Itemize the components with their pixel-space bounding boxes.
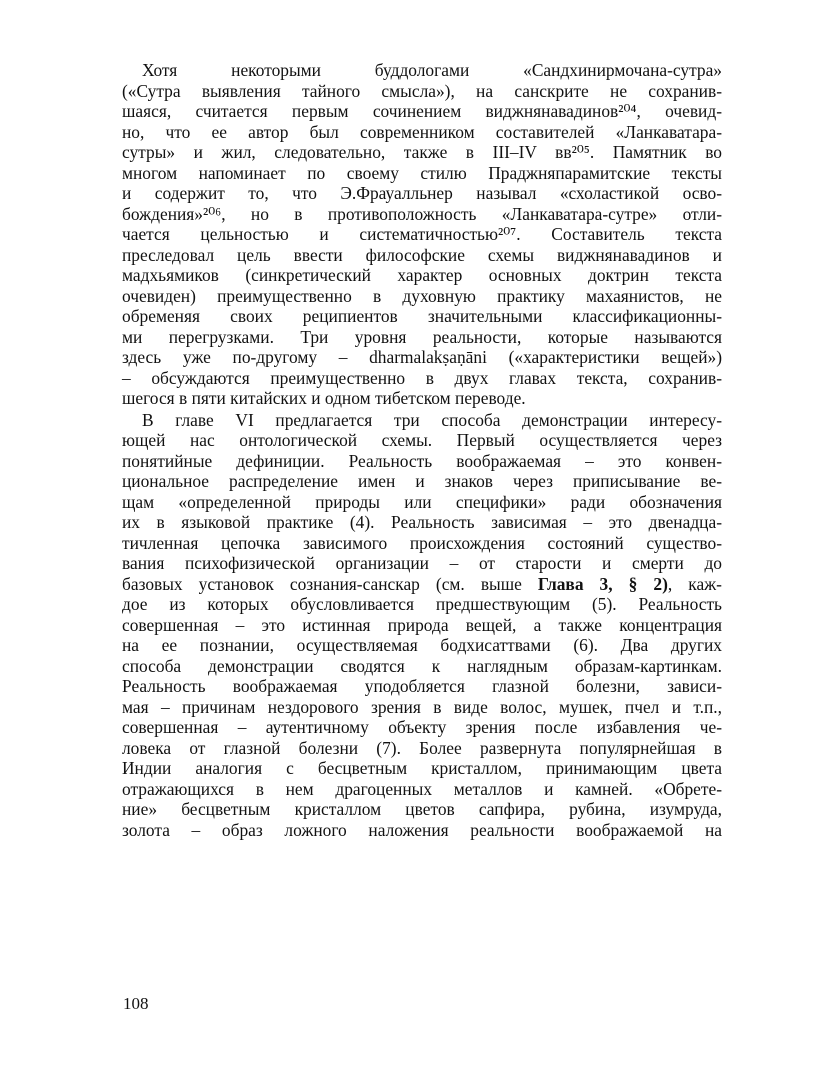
text-line: вания психофизической организации – от старости и смерти до <box>122 553 722 573</box>
text-line: чается цельностью и систематичностью²⁰⁷. Составитель текста <box>122 224 722 244</box>
text-line: на ее познании, осуществляемая бодхисаттвами (6). Два других <box>122 635 722 655</box>
text-line: их в языковой практике (4). Реальность зависимая – это двенадца- <box>122 512 722 532</box>
text-line: совершенная – аутентичному объекту зрения после избавления че- <box>122 717 722 737</box>
text-line: сутры» и жил, следовательно, также в III–IV вв²⁰⁵. Памятник во <box>122 142 722 162</box>
text-line: – обсуждаются преимущественно в двух главах текста, сохранив- <box>122 367 722 388</box>
page-number: 108 <box>123 994 149 1013</box>
text-line: мая – причинам нездорового зрения в виде волос, мушек, пчел и т.п., <box>122 696 722 717</box>
text-line: многом напоминает по своему стилю Праджняпарамитские тексты <box>122 162 722 183</box>
text-line: понятийные дефиниции. Реальность воображаемая – это конвен- <box>122 450 722 471</box>
text-line: обременяя своих реципиентов значительными классификационны- <box>122 306 722 326</box>
line-start-text: базовых установок сознания-санскар (см. выше <box>122 573 538 594</box>
text-line: («Сутра выявления тайного смысла»), на санскрите не сохранив- <box>122 80 722 101</box>
chapter-reference: Глава 3, § 2) <box>537 573 668 594</box>
text-line: ми перегрузками. Три уровня реальности, которые называются <box>122 326 722 347</box>
text-line: шаяся, считается первым сочинением виджнянавадинов²⁰⁴, очевид- <box>122 101 722 121</box>
text-line: золота – образ ложного наложения реальности воображаемой на <box>122 819 722 840</box>
text-line: ние» бесцветным кристаллом цветов сапфира, рубина, изумруда, <box>122 799 722 819</box>
paragraph-2 <box>122 410 722 841</box>
text-line: очевиден) преимущественно в духовную практику махаянистов, не <box>122 285 722 306</box>
text-line: тичленная цепочка зависимого происхождения состояний существо- <box>122 532 722 553</box>
text-line: и содержит то, что Э.Фрауалльнер называл «схоластикой осво- <box>122 183 722 203</box>
text-line: В главе VI предлагается три способа демонстрации интересу- <box>142 409 722 430</box>
page-body <box>122 60 722 840</box>
text-line: совершенная – это истинная природа вещей, а также концентрация <box>122 614 722 635</box>
text-line: но, что ее автор был современником составителей «Ланкаватара- <box>122 121 722 142</box>
text-line: преследовал цель ввести философские схемы виджнянавадинов и <box>122 244 722 265</box>
text-line: отражающихся в нем драгоценных металлов и камней. «Обрете- <box>122 778 722 799</box>
paragraph-1 <box>122 60 722 409</box>
text-line: Индии аналогия с бесцветным кристаллом, принимающим цвета <box>122 758 722 778</box>
line-end-text: , каж- <box>667 573 722 594</box>
text-line: Реальность воображаемая уподобляется глазной болезни, зависи- <box>122 676 722 696</box>
text-line: мадхьямиков (синкретический характер основных доктрин текста <box>122 265 722 285</box>
text-line: Хотя некоторыми буддологами «Сандхинирмочана-сутра» <box>142 60 722 80</box>
text-line: циональное распределение имен и знаков через приписывание ве- <box>122 471 722 491</box>
text-line-with-reference <box>122 574 722 595</box>
text-line: дое из которых обусловливается предшествующим (5). Реальность <box>122 594 722 614</box>
text-line: здесь уже по-другому – dharmalakṣaṇāni («характеристики вещей») <box>122 347 722 367</box>
text-line: щам «определенной природы или специфики» ради обозначения <box>122 491 722 512</box>
text-line: шегося в пяти китайских и одном тибетском переводе. <box>122 388 526 408</box>
text-line: бождения»²⁰⁶, но в противоположность «Ланкаватара-сутре» отли- <box>122 203 722 224</box>
text-line: ловека от глазной болезни (7). Более развернута популярнейшая в <box>122 737 722 758</box>
text-line: ющей нас онтологической схемы. Первый осуществляется через <box>122 430 722 450</box>
text-line: способа демонстрации сводятся к наглядным образам-картинкам. <box>122 655 722 676</box>
